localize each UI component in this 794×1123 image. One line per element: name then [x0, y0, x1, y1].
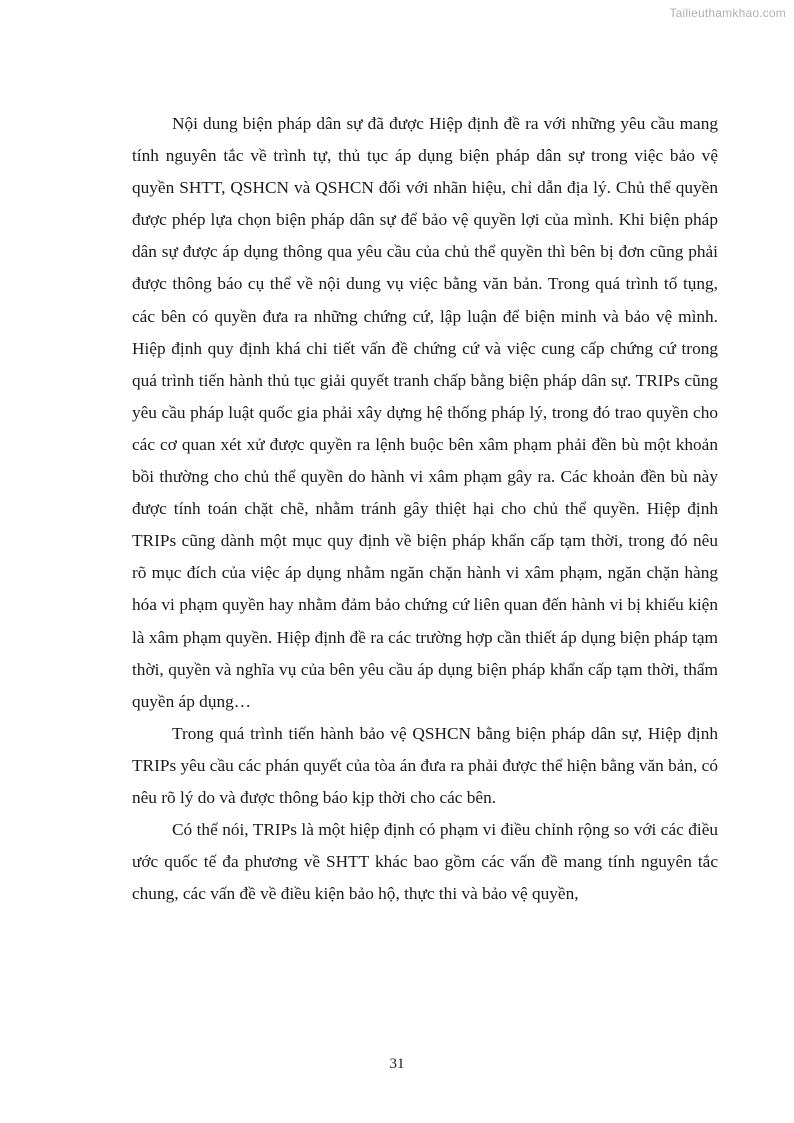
- paragraph-trips-scope: Có thể nói, TRIPs là một hiệp định có phạm vi điều chỉnh rộng so với các điều ước quốc tế đa phương về SHTT khác bao gồm các vấn đề mang tính nguyên tắc chung, các vấn đề về điều kiện bảo hộ, thực thi và bảo vệ quyền,: [132, 820, 718, 904]
- paragraph-court-rulings: Trong quá trình tiến hành bảo vệ QSHCN bằng biện pháp dân sự, Hiệp định TRIPs yêu cầu các phán quyết của tòa án đưa ra phải được thể hiện bằng văn bản, có nêu rõ lý do và được thông báo kịp thời cho các bên.: [132, 723, 718, 807]
- paragraph-civil-measures: Nội dung biện pháp dân sự đã được Hiệp định đề ra với những yêu cầu mang tính nguyên tắc về trình tự, thủ tục áp dụng biện pháp dân sự trong việc bảo vệ quyền SHTT, QSHCN và QSHCN đối với nhãn hiệu, chỉ dẫn địa lý. Chủ thể quyền được phép lựa chọn biện pháp dân sự để bảo vệ quyền lợi của mình. Khi biện pháp dân sự được áp dụng thông qua yêu cầu của chủ thể quyền thì bên bị đơn cũng phải được thông báo cụ thể về nội dung vụ việc bằng văn bản. Trong quá trình tố tụng, các bên có quyền đưa ra những chứng cứ, lập luận để biện minh và bảo vệ mình. Hiệp định quy định khá chi tiết vấn đề chứng cứ và việc cung cấp chứng cứ trong quá trình tiến hành thủ tục giải quyết tranh chấp bằng biện pháp dân sự. TRIPs cũng yêu cầu pháp luật quốc gia phải xây dựng hệ thống pháp lý, trong đó trao quyền cho các cơ quan xét xử được quyền ra lệnh buộc bên xâm phạm phải đền bù một khoản bồi thường cho chủ thể quyền do hành vi xâm phạm gây ra. Các khoản đền bù này được tính toán chặt chẽ, nhằm tránh gây thiệt hại cho chủ thể quyền. Hiệp định TRIPs cũng dành một mục quy định về biện pháp khẩn cấp tạm thời, trong đó nêu rõ mục đích của việc áp dụng nhằm ngăn chặn hành vi xâm phạm, ngăn chặn hàng hóa vi phạm quyền hay nhằm đảm bảo chứng cứ liên quan đến hành vi bị khiếu kiện là xâm phạm quyền. Hiệp định đề ra các trường hợp cần thiết áp dụng biện pháp tạm thời, quyền và nghĩa vụ của bên yêu cầu áp dụng biện pháp khẩn cấp tạm thời, thẩm quyền áp dụng…: [132, 114, 718, 711]
- page-number: 31: [389, 1056, 405, 1072]
- watermark-text: Tailieuthamkhao.com: [669, 6, 786, 20]
- document-body: [132, 108, 718, 910]
